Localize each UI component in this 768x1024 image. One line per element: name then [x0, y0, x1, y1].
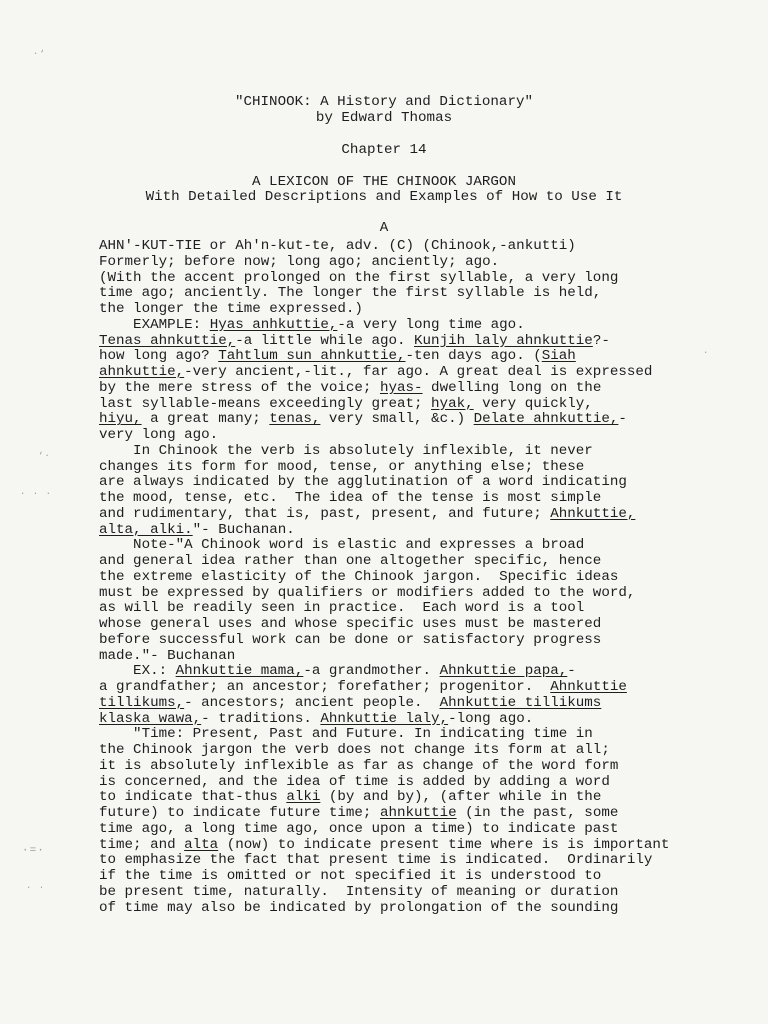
chinook-term: Ahnkuttie tillikums [439, 694, 602, 711]
line-text: by the mere stress of the voice; [99, 379, 380, 396]
line-text: made."- Buchanan [99, 647, 236, 664]
line-text: be present time, naturally. Intensity of meaning or duration [99, 883, 619, 900]
text-line [99, 680, 759, 696]
line-text: it is absolutely inflexible as far as change of the word form [99, 757, 619, 774]
text-line [99, 271, 759, 287]
line-text: very small, &c.) [320, 411, 474, 428]
line-text: a grandfather; an ancestor; forefather; progenitor. [99, 679, 551, 695]
line-text: a great many; [141, 411, 270, 428]
text-line [99, 822, 759, 838]
scan-speck: · [703, 348, 710, 358]
scan-speck: · · · [20, 489, 53, 499]
line-text: (in the past, some [456, 805, 619, 821]
line-text: is concerned, and the idea of time is added by adding a word [99, 773, 610, 790]
chinook-term: Hyas anhkuttie, [209, 316, 338, 333]
section-letter: A [379, 220, 389, 236]
lexicon-entry-text [99, 239, 759, 916]
text-line [99, 885, 759, 901]
text-line [99, 507, 759, 523]
text-line [99, 853, 759, 869]
chinook-term: Ahnkuttie laly, [320, 710, 449, 727]
chinook-term: Kunjih laly ahnkuttie [414, 332, 593, 349]
scan-speck: ·=· [22, 845, 45, 857]
line-text: to indicate that-thus [99, 789, 287, 806]
chinook-term: alta, alki. [99, 521, 193, 538]
text-line [99, 554, 759, 570]
line-text: are always indicated by the agglutination of a word indicating [99, 474, 627, 491]
line-text: -ten days ago. ( [405, 348, 542, 365]
line-text: -a little while ago. [235, 332, 415, 349]
text-line [99, 806, 759, 822]
line-text: EXAMPLE: [99, 316, 210, 333]
chinook-term: Ahnkuttie papa, [439, 663, 568, 680]
chinook-term: Ahnkuttie [550, 679, 627, 695]
line-text: Note-"A Chinook word is elastic and expresses a broad [99, 537, 585, 554]
text-line [99, 412, 759, 428]
line-text: time ago, a long time ago, once upon a time) to indicate past [99, 820, 619, 837]
text-line [99, 318, 759, 334]
text-line [99, 255, 759, 271]
line-text: very long ago. [99, 427, 219, 443]
line-text: - [618, 411, 627, 428]
line-text: the mood, tense, etc. The idea of the tense is most simple [99, 490, 602, 506]
lexicon-subtitle: With Detailed Descriptions and Examples of How to Use It [145, 189, 623, 205]
text-line [99, 601, 759, 617]
chinook-term: Tahtlum sun ahnkuttie, [218, 348, 406, 365]
line-text: the Chinook jargon the verb does not change its form at all; [99, 742, 610, 758]
chapter-heading: Chapter 14 [341, 142, 427, 158]
line-text: before successful work can be done or satisfactory progress [99, 631, 602, 648]
text-line [99, 586, 759, 602]
text-line [99, 334, 759, 350]
text-line [99, 302, 759, 318]
text-line [99, 633, 759, 649]
text-line [99, 428, 759, 444]
text-line [99, 775, 759, 791]
line-text: In Chinook the verb is absolutely inflexible, it never [99, 442, 593, 459]
line-text: - [567, 663, 576, 680]
text-line [99, 523, 759, 539]
chinook-term: tenas, [269, 411, 321, 428]
text-line [99, 838, 759, 854]
text-line [99, 743, 759, 759]
chinook-term: Ahnkuttie mama, [175, 663, 304, 680]
scan-speck: · · [26, 883, 46, 893]
line-text: the longer the time expressed.) [99, 301, 363, 317]
text-line [99, 491, 759, 507]
text-line [99, 869, 759, 885]
line-text: the extreme elasticity of the Chinook jargon. Specific ideas [99, 568, 619, 585]
line-text: and rudimentary, that is, past, present, and future; [99, 505, 551, 522]
line-text: -long ago. [448, 710, 534, 727]
document-title: "CHINOOK: A History and Dictionary" [235, 94, 533, 110]
scan-speck: ·‘ [33, 49, 46, 59]
line-text: EX.: [99, 663, 176, 680]
text-line [99, 664, 759, 680]
text-line [99, 286, 759, 302]
line-text: - traditions. [201, 710, 321, 727]
line-text: and general idea rather than one altogether specific, hence [99, 553, 602, 569]
chinook-term: ahnkuttie [379, 805, 457, 821]
text-line [99, 349, 759, 365]
chinook-term: klaska wawa, [99, 710, 202, 727]
text-line [99, 649, 759, 665]
line-text: time ago; anciently. The longer the first syllable is held, [99, 285, 602, 302]
chinook-term: alki [286, 789, 321, 806]
line-text: dwelling long on the [422, 379, 602, 396]
line-text: AHN'-KUT-TIE or Ah'n-kut-te, adv. (C) (Chinook,-ankutti) [99, 238, 576, 254]
line-text: -a very long time ago. [337, 316, 525, 333]
text-line [99, 727, 759, 743]
line-text: -a grandmother. [303, 663, 440, 680]
text-line [99, 381, 759, 397]
text-line [99, 460, 759, 476]
line-text: "- Buchanan. [192, 521, 295, 538]
line-text: of time may also be indicated by prolongation of the sounding [99, 899, 619, 916]
chinook-term: hyak, [431, 395, 474, 412]
text-line [99, 790, 759, 806]
chinook-term: Tenas ahnkuttie, [99, 332, 236, 349]
text-line [99, 712, 759, 728]
line-text: Formerly; before now; long ago; anciently; ago. [99, 253, 500, 270]
chinook-term: alta [184, 836, 219, 853]
line-text: to emphasize the fact that present time is indicated. Ordinarily [99, 852, 653, 869]
text-line [99, 538, 759, 554]
document-author: by Edward Thomas [315, 110, 453, 126]
text-line [99, 901, 759, 917]
line-text: as will be readily seen in practice. Each word is a tool [99, 600, 585, 617]
line-text: how long ago? [99, 348, 219, 365]
line-text: if the time is omitted or not specified it is understood to [99, 868, 602, 884]
text-line [99, 475, 759, 491]
line-text: future) to indicate future time; [99, 805, 380, 821]
line-text: (by and by), (after while in the [320, 789, 602, 806]
text-line [99, 365, 759, 381]
text-line [99, 696, 759, 712]
chinook-term: Ahnkuttie, [550, 505, 636, 522]
text-line [99, 570, 759, 586]
line-text: time; and [99, 836, 185, 853]
line-text: whose general uses and whose specific uses must be mastered [99, 616, 602, 632]
line-text: (With the accent prolonged on the first syllable, a very long [99, 269, 619, 286]
chinook-term: hiyu, [99, 411, 142, 428]
line-text: "Time: Present, Past and Future. In indicating time in [99, 726, 593, 743]
chinook-term: hyas- [379, 379, 423, 396]
chinook-term: tillikums, [99, 694, 185, 711]
lexicon-title: A LEXICON OF THE CHINOOK JARGON [252, 174, 516, 190]
scan-speck: ‘· [38, 451, 51, 461]
chinook-term: Siah [541, 348, 576, 365]
line-text: (now) to indicate present time where is is important [218, 836, 670, 853]
text-line [99, 617, 759, 633]
line-text: changes its form for mood, tense, or anything else; these [99, 458, 585, 475]
text-line [99, 444, 759, 460]
line-text: very quickly, [473, 395, 593, 412]
line-text: - ancestors; ancient people. [184, 694, 440, 711]
chinook-term: Delate ahnkuttie, [473, 411, 619, 428]
line-text: must be expressed by qualifiers or modifiers added to the word, [99, 584, 636, 601]
line-text: last syllable-means exceedingly great; [99, 395, 432, 412]
text-line [99, 239, 759, 255]
text-line [99, 759, 759, 775]
line-text: -very ancient,-lit., far ago. A great deal is expressed [184, 364, 653, 380]
line-text: ?- [592, 332, 610, 349]
chinook-term: ahnkuttie, [99, 364, 185, 380]
text-line [99, 397, 759, 413]
